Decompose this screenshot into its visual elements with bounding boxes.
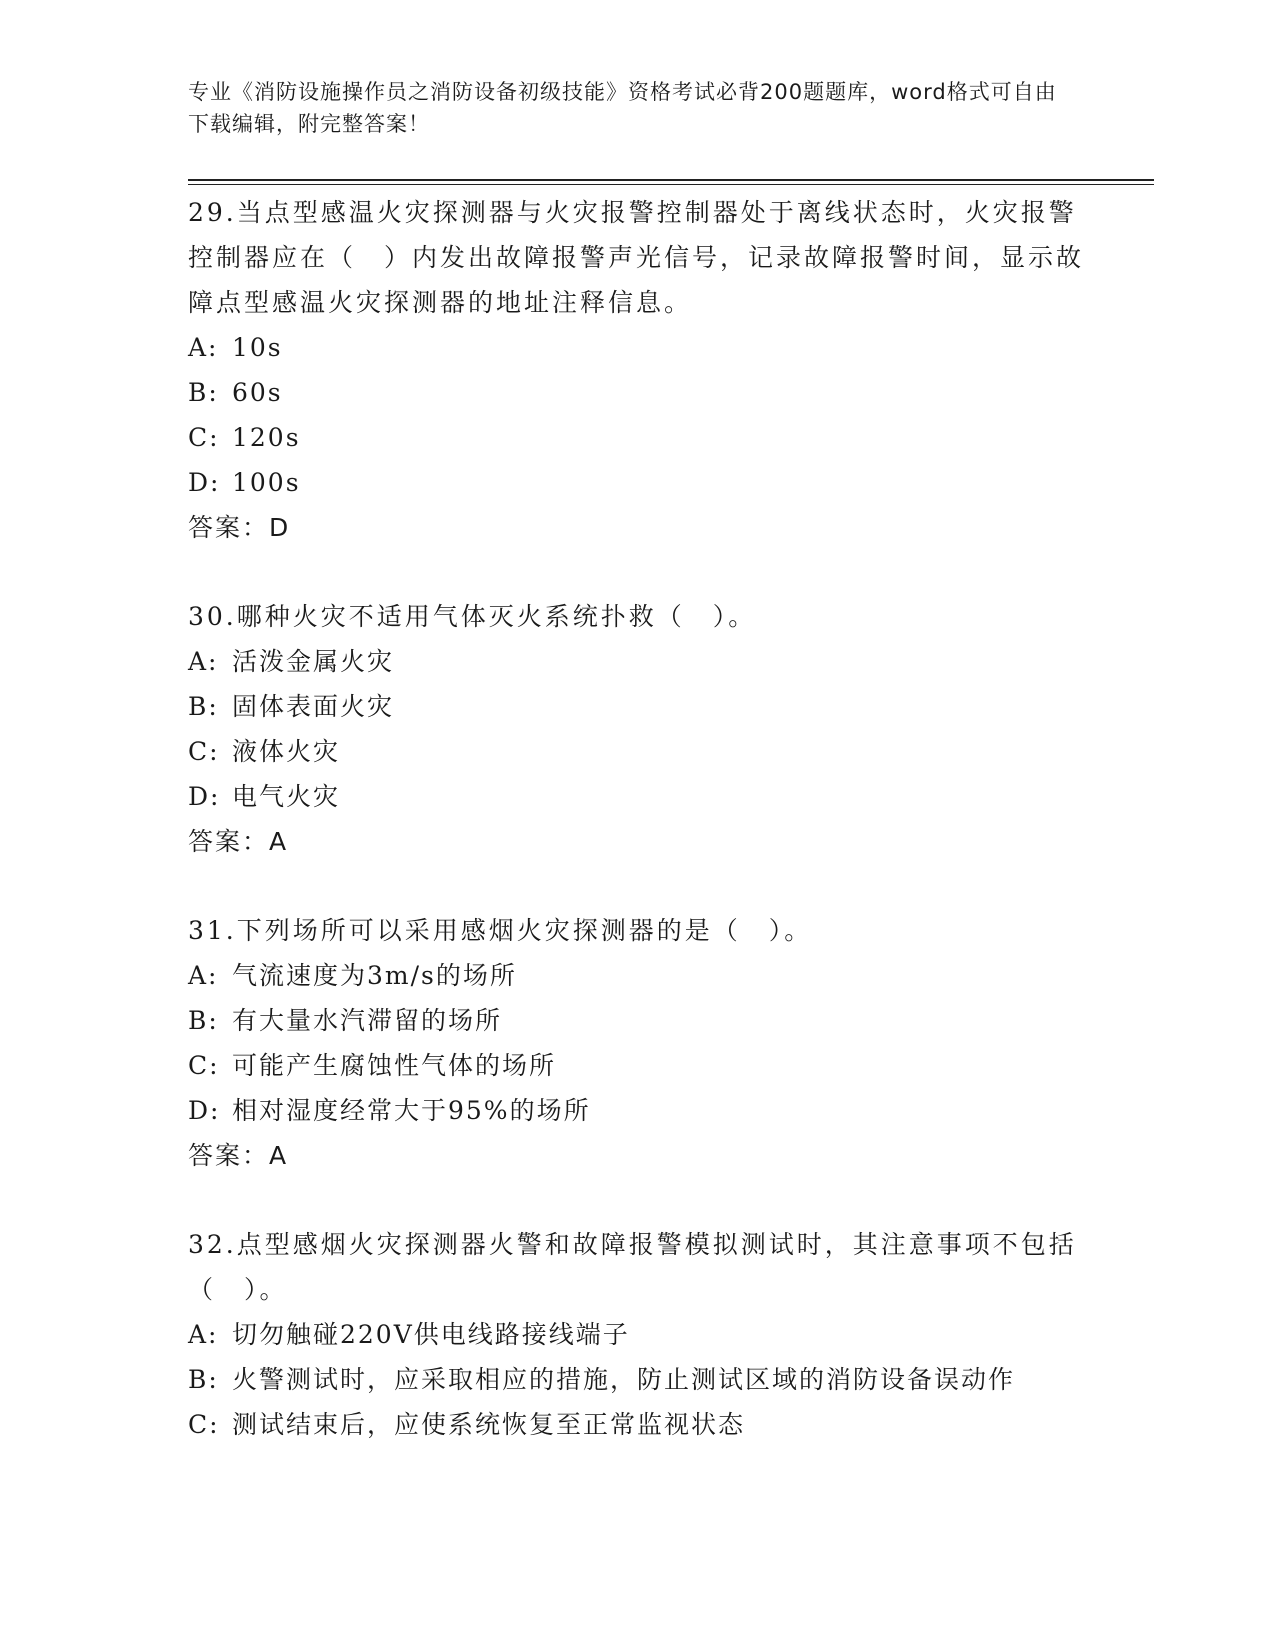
answer-line: 答案：D [188,513,291,542]
option-letter: A: [188,647,219,676]
option-text: 液体火灾 [232,737,341,766]
option-b [188,998,1088,1043]
option-letter: B: [188,378,219,407]
option-letter: C: [188,1410,220,1439]
option-text: 活泼金属火灾 [232,647,395,676]
option-c [188,729,1088,774]
option-text: 电气火灾 [232,782,341,811]
option-letter: A: [188,333,219,362]
option-d [188,774,1088,819]
option-letter: D: [188,468,221,497]
option-text: 有大量水汽滞留的场所 [232,1006,503,1035]
option-text: 60s [232,378,283,407]
option-b [188,370,1088,415]
option-letter: A: [188,961,219,990]
option-a [188,325,1088,370]
option-letter: D: [188,1096,221,1125]
option-c [188,1043,1088,1088]
option-a [188,953,1088,998]
option-letter: B: [188,1365,219,1394]
option-text: 120s [232,423,301,452]
option-letter: B: [188,692,219,721]
question-list [188,190,1088,1491]
option-letter: A: [188,1320,219,1349]
option-text: 火警测试时，应采取相应的措施，防止测试区域的消防设备误动作 [232,1365,1016,1394]
header-divider-thin [188,184,1154,185]
option-c [188,415,1088,460]
question-31 [188,908,1088,1178]
question-stem: 29.当点型感温火灾探测器与火灾报警控制器处于离线状态时，火灾报警控制器应在（ ）内发出故障报警声光信号，记录故障报警时间，显示故障点型感温火灾探测器的地址注释信息。 [188,198,1085,317]
option-text: 测试结束后，应使系统恢复至正常监视状态 [232,1410,746,1439]
question-stem: 32.点型感烟火灾探测器火警和故障报警模拟测试时，其注意事项不包括（ ）。 [188,1230,1077,1304]
option-c [188,1402,1088,1447]
option-text: 相对湿度经常大于95%的场所 [232,1096,591,1125]
option-a [188,1312,1088,1357]
question-32 [188,1222,1088,1447]
header-divider-thick [188,179,1154,181]
option-letter: C: [188,737,220,766]
answer-line: 答案：A [188,1141,289,1170]
option-b [188,684,1088,729]
answer-line: 答案：A [188,827,289,856]
option-text: 固体表面火灾 [232,692,395,721]
option-text: 可能产生腐蚀性气体的场所 [232,1051,557,1080]
option-letter: D: [188,782,221,811]
option-letter: B: [188,1006,219,1035]
option-text: 气流速度为3m/s的场所 [232,961,517,990]
option-d [188,1088,1088,1133]
question-stem: 31.下列场所可以采用感烟火灾探测器的是（ ）。 [188,916,813,945]
option-text: 切勿触碰220V供电线路接线端子 [232,1320,630,1349]
question-29 [188,190,1088,550]
question-stem: 30.哪种火灾不适用气体灭火系统扑救（ ）。 [188,602,757,631]
option-b [188,1357,1088,1402]
option-text: 100s [232,468,301,497]
option-a [188,639,1088,684]
question-30 [188,594,1088,864]
document-header: 专业《消防设施操作员之消防设备初级技能》资格考试必背200题题库，word格式可自由下载编辑，附完整答案！ [188,80,1057,136]
option-letter: C: [188,423,220,452]
option-letter: C: [188,1051,220,1080]
option-d [188,460,1088,505]
option-text: 10s [232,333,283,362]
